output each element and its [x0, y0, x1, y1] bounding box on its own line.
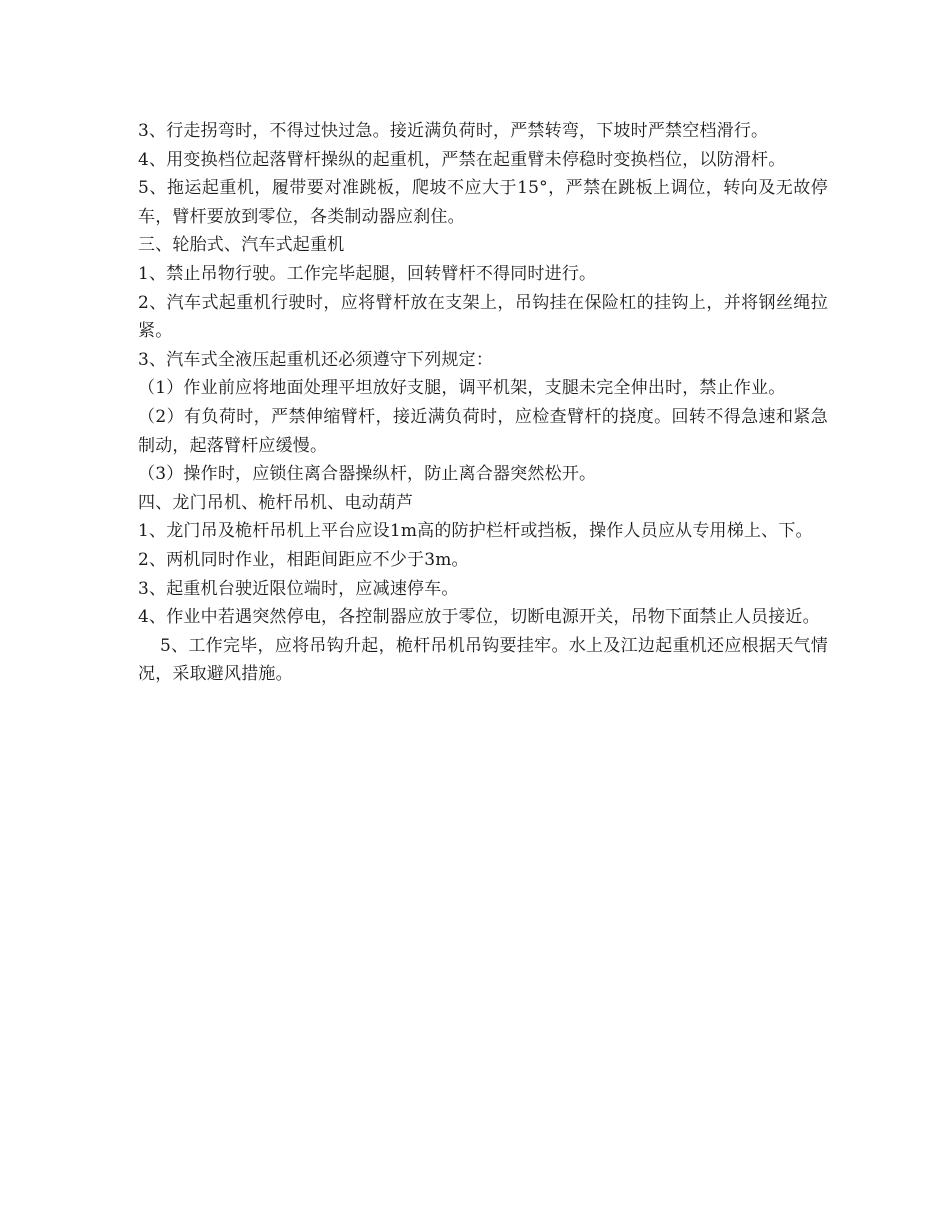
section-heading-gantry-mast-hoist: 四、龙门吊机、桅杆吊机、电动葫芦 [138, 492, 414, 513]
paragraph-item-3-limit-slowdown: 3、起重机台驶近限位端时，应减速停车。 [138, 578, 459, 599]
paragraph-subitem-2-boom-load: （2）有负荷时，严禁伸缩臂杆，接近满负荷时，应检查臂杆的挠度。回转不得急速和紧急制动，起落臂杆应缓慢。 [138, 406, 828, 456]
paragraph-item-5-towing: 5、拖运起重机，履带要对准跳板，爬坡不应大于15°，严禁在跳板上调位，转向及无故停车，臂杆要放到零位，各类制动器应刹住。 [138, 178, 828, 227]
paragraph-item-2-spacing: 2、两机同时作业，相距间距应不少于3m。 [138, 549, 469, 570]
paragraph-subitem-3-clutch: （3）操作时，应锁住离合器操纵杆，防止离合器突然松开。 [138, 464, 597, 485]
section-heading-tire-truck-crane: 三、轮胎式、汽车式起重机 [138, 235, 345, 256]
paragraph-item-1-platform-railing: 1、龙门吊及桅杆吊机上平台应设1m高的防护栏杆或挡板，操作人员应从专用梯上、下。 [138, 521, 813, 542]
paragraph-item-5-after-work: 5、工作完毕，应将吊钩升起，桅杆吊机吊钩要挂牢。水上及江边起重机还应根据天气情况，采取避风措施。 [138, 635, 828, 685]
paragraph-subitem-1-outriggers: （1）作业前应将地面处理平坦放好支腿，调平机架，支腿未完全伸出时，禁止作业。 [138, 378, 786, 399]
paragraph-item-2-truck-crane-driving: 2、汽车式起重机行驶时，应将臂杆放在支架上，吊钩挂在保险杠的挂钩上，并将钢丝绳拉紧。 [138, 292, 828, 342]
paragraph-item-4-power-failure: 4、作业中若遇突然停电，各控制器应放于零位，切断电源开关，吊物下面禁止人员接近。 [138, 607, 820, 628]
document-body [138, 117, 828, 689]
paragraph-item-4-gear-change: 4、用变换档位起落臂杆操纵的起重机，严禁在起重臂未停稳时变换档位，以防滑杆。 [138, 149, 786, 170]
paragraph-item-1-no-driving-with-load: 1、禁止吊物行驶。工作完毕起腿，回转臂杆不得同时进行。 [138, 263, 597, 284]
paragraph-item-3-turning: 3、行走拐弯时，不得过快过急。接近满负荷时，严禁转弯，下坡时严禁空档滑行。 [138, 121, 769, 141]
paragraph-item-3-hydraulic-rules: 3、汽车式全液压起重机还必须遵守下列规定： [138, 349, 494, 370]
